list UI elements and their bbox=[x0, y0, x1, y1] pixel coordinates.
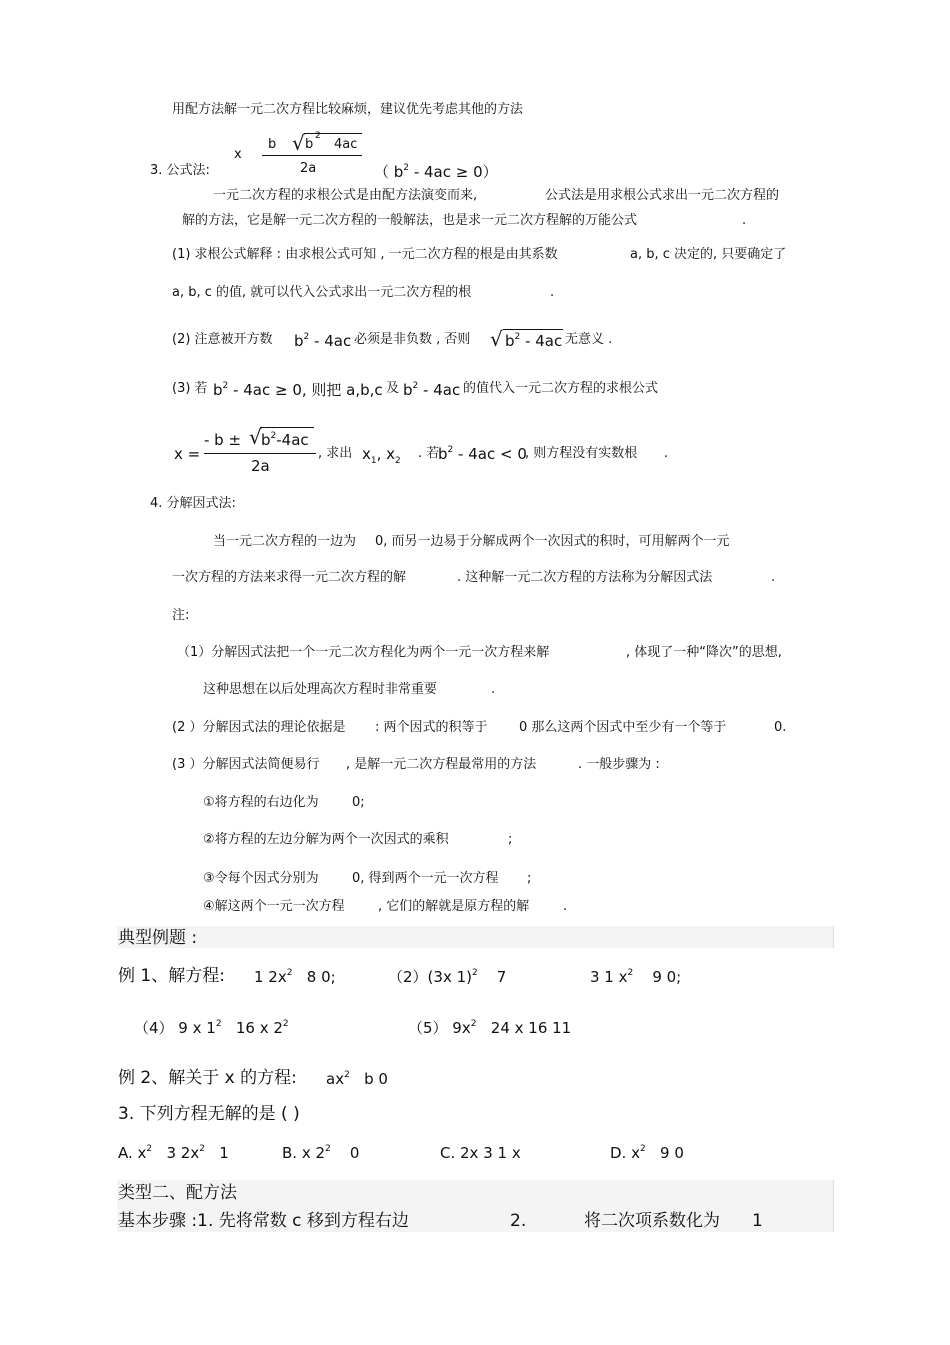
example1-part3: 3 1 $x^2$ 9 0; bbox=[590, 968, 682, 986]
big-num: - b ± bbox=[204, 431, 242, 449]
step3-c: ; bbox=[527, 871, 532, 886]
intro-note: 用配方法解一元二次方程比较麻烦，建议优先考虑其他的方法 bbox=[172, 102, 524, 117]
step1-a: ①将方程的右边化为 bbox=[203, 795, 319, 810]
example2-label: 例 2、解关于 x 的方程: bbox=[118, 1068, 297, 1088]
factor-label: 4. 分解因式法: bbox=[150, 496, 236, 511]
item1-line1a: (1) 求根公式解释 : 由求根公式可知 , 一元二次方程的根是由其系数 bbox=[172, 247, 558, 262]
note2-c: 0 那么这两个因式中至少有一个等于 bbox=[519, 720, 727, 735]
step2-a: ②将方程的左边分解为两个一次因式的乘积 bbox=[203, 832, 449, 847]
note1-a: （1）分解因式法把一个一元二次方程化为两个一元一次方程来解 bbox=[177, 645, 550, 660]
question3: 3. 下列方程无解的是 ( ) bbox=[118, 1104, 300, 1124]
big-tail-c: , 则方程没有实数根 bbox=[525, 446, 638, 461]
type2-steps-c: 将二次项系数化为 bbox=[584, 1211, 720, 1231]
option-a[interactable]: A. $x^2$ 3 $2x^2$ 1 bbox=[118, 1144, 229, 1162]
formula-x: x bbox=[234, 147, 242, 162]
formula-method-label: 3. 公式法: bbox=[150, 163, 210, 178]
big-tail-b: . 若 bbox=[418, 446, 440, 461]
example1-part4: （4） 9 x $1^2$ 16 x $2^2$ bbox=[134, 1019, 289, 1037]
item2-text: 必须是非负数 , 否则 bbox=[354, 332, 471, 347]
formula-condition: （ $b^2 - 4ac \ge 0$） bbox=[374, 163, 498, 181]
step1-b: 0; bbox=[352, 795, 365, 810]
formula-num-inside: b bbox=[305, 137, 314, 152]
note1-b: , 体现了一种“降次”的思想, bbox=[626, 645, 782, 660]
option-c[interactable]: C. 2x 3 1 x bbox=[440, 1144, 521, 1162]
big-rad: $b^2-4ac$ bbox=[261, 431, 309, 449]
note-label: 注: bbox=[172, 608, 190, 623]
type2-steps-d: 1 bbox=[752, 1211, 763, 1231]
factor-para-b: 0, 而另一边易于分解成两个一次因式的积时，可用解两个一元 bbox=[375, 534, 730, 549]
example2-eq: $ax^2$ b 0 bbox=[326, 1070, 388, 1088]
big-den: 2a bbox=[251, 457, 270, 475]
item3-expr: $b^2 - 4ac \ge 0$, 则把 a,b,c bbox=[213, 381, 383, 399]
step3-b: 0, 得到两个一元一次方程 bbox=[352, 871, 499, 886]
item3-and: 及 bbox=[386, 381, 400, 396]
formula-num-4ac: 4ac bbox=[334, 137, 358, 152]
formula-num-b: b bbox=[268, 137, 277, 152]
item3-expr2: $b^2 - 4ac$ bbox=[403, 381, 461, 399]
factor-para-c: 一次方程的方法来求得一元二次方程的解 bbox=[172, 570, 407, 585]
radical-bar bbox=[503, 329, 563, 330]
item1-line2: a, b, c 的值, 就可以代入公式求出一元二次方程的根 bbox=[172, 285, 472, 300]
type2-heading: 类型二、配方法 bbox=[118, 1183, 237, 1203]
big-x1: $x_1$, $x_2$ bbox=[362, 445, 401, 466]
fraction-bar bbox=[204, 453, 316, 454]
radical-bar bbox=[260, 427, 314, 428]
note2-a: (2 ）分解因式法的理论依据是 bbox=[172, 720, 346, 735]
big-x: x = bbox=[174, 445, 201, 463]
note3-c: . 一般步骤为 : bbox=[578, 757, 660, 772]
exponent: 2 bbox=[315, 131, 321, 141]
item2-label: (2) 注意被开方数 bbox=[172, 332, 273, 347]
heading-band bbox=[117, 926, 834, 948]
note2-d: 0. bbox=[774, 720, 787, 735]
step2-b: ; bbox=[508, 832, 513, 847]
formula-para-1c: 解的方法，它是解一元二次方程的一般解法，也是求一元二次方程解的万能公式 bbox=[182, 213, 638, 228]
item2-sqrt: $b^2 - 4ac$ bbox=[505, 332, 563, 350]
note1-c: 这种思想在以后处理高次方程时非常重要 bbox=[203, 682, 438, 697]
note1-d: . bbox=[491, 682, 496, 697]
item1-line2-end: . bbox=[550, 285, 555, 300]
step4-b: , 它们的解就是原方程的解 bbox=[378, 899, 530, 914]
example1-label: 例 1、解方程: bbox=[118, 966, 225, 986]
fraction-bar bbox=[262, 155, 362, 156]
formula-den: 2a bbox=[300, 161, 317, 176]
item2-expr: $b^2 - 4ac$ bbox=[294, 332, 352, 350]
type2-steps-a: 基本步骤 :1. 先将常数 c 移到方程右边 bbox=[118, 1211, 409, 1231]
big-tail-a: , 求出 bbox=[318, 446, 353, 461]
radical-sign: √ bbox=[490, 327, 503, 351]
radical-sign: √ bbox=[292, 131, 305, 155]
type2-steps-b: 2. bbox=[510, 1211, 527, 1231]
radical-sign: √ bbox=[249, 425, 262, 449]
formula-para-1a: 一元二次方程的求根公式是由配方法演变而来, bbox=[213, 188, 478, 203]
note3-b: , 是解一元二次方程最常用的方法 bbox=[346, 757, 537, 772]
step3-a: ③令每个因式分别为 bbox=[203, 871, 319, 886]
big-cond: $b^2 - 4ac < 0$ bbox=[438, 445, 527, 463]
note3-a: (3 ）分解因式法简便易行 bbox=[172, 757, 320, 772]
factor-para-d: . 这种解一元二次方程的方法称为分解因式法 bbox=[457, 570, 713, 585]
example1-part2: （2）(3x 1)$^2$ 7 bbox=[388, 968, 507, 986]
option-b[interactable]: B. x $2^2$ 0 bbox=[282, 1144, 360, 1162]
item3-tail: 的值代入一元二次方程的求根公式 bbox=[463, 381, 659, 396]
step4-c: . bbox=[563, 899, 568, 914]
formula-para-1d: . bbox=[742, 213, 747, 228]
option-d[interactable]: D. $x^2$ 9 0 bbox=[610, 1144, 684, 1162]
radical-bar bbox=[304, 133, 362, 134]
note2-b: : 两个因式的积等于 bbox=[375, 720, 488, 735]
big-tail-d: . bbox=[664, 446, 669, 461]
item3-label: (3) 若 bbox=[172, 381, 208, 396]
example1-part5: （5） $9x^2$ 24 x 16 11 bbox=[408, 1019, 572, 1037]
step4-a: ④解这两个一元一次方程 bbox=[203, 899, 345, 914]
item1-line1b: a, b, c 决定的, 只要确定了 bbox=[630, 247, 787, 262]
factor-para-e: . bbox=[771, 570, 776, 585]
examples-heading: 典型例题 : bbox=[118, 928, 198, 948]
formula-para-1b: 公式法是用求根公式求出一元二次方程的 bbox=[545, 188, 780, 203]
factor-para-a: 当一元二次方程的一边为 bbox=[213, 534, 357, 549]
example1-part1: 1 $2x^2$ 8 0; bbox=[254, 968, 336, 986]
item2-tail: 无意义 . bbox=[565, 332, 613, 347]
